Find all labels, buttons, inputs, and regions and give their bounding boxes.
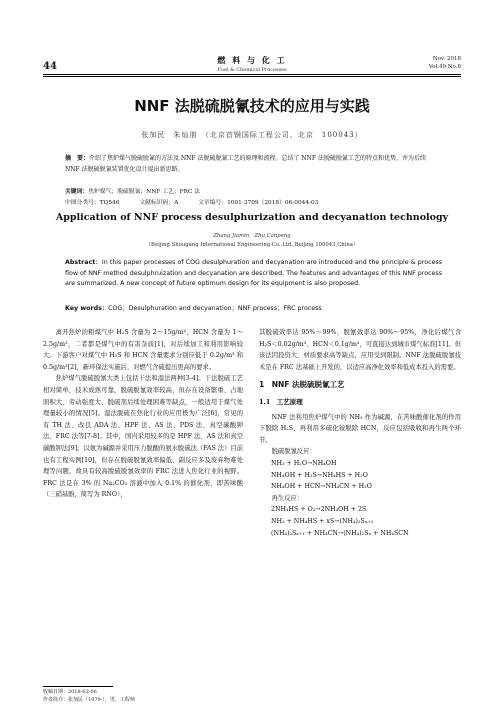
equation: NH₃ + H₂O→NH₄OH (271, 459, 337, 467)
footnote (43, 688, 135, 704)
subsection-heading: 1.1 工艺原理 (259, 397, 303, 406)
keywords-cn-text: 焦炉煤气；脱硫脱氰；NNF 工艺；FRC 法 (88, 189, 201, 195)
paragraph: 焦炉煤气脱硫脱氰大类上包括干法和湿法两种[3-4]。干法脱硫工艺相对简单，技术成熟可靠，脱硫脱氰效率较高，但存在设备繁重、占地面积大、劳动强度大、脱硫剂后续处理困难等缺点，一般适用于煤气处理量较小的情况[5]。湿法脱硫在焦化行业的应用极为广泛[6]，常见的有 TH 法、改良 ADA 法、HPF 法、AS 法、PDS 法、真空碳酸钾法、FRC 法等[7-8]。其中，国内采用较多的是 HPF 法、AS 法和真空碳酸钾法[9]。以氨为碱源并采用压力脱酸的氨水脱硫法（FAS 法）目前也有工程实例[10]，但存在脱硫脱氰效率偏低、副反应多及废弃物难处理等问题，故具有较高脱硫脱氰效率的 FRC 法进入焦化行业的视野。FRC 法是在 3% 的 Na₂CO₃ 溶液中加入 0.1% 的催化剂，即苦味酸（三硝基酚，简写为 RNO）， (43, 375, 243, 499)
affiliation-en: （Beijing Shougang International Engineering Co.,Ltd.,Beijing 100043,China） (145, 242, 359, 248)
paragraph: NNF 法利用焦炉煤气中的 NH₃ 作为碱源，在苦味酸催化剂的作用下脱除 H₂S，再利用多硫化铵脱除 HCN，反应包括吸收和再生两个环节。 (259, 413, 461, 444)
issue-volume: Vol.49 No.6 (428, 64, 461, 70)
issue-info (429, 55, 461, 71)
article-title-cn: NNF 法脱硫脱氰技术的应用与实践 (134, 97, 370, 115)
header-rule (43, 74, 461, 75)
abstract-cn-text: 介绍了焦炉煤气脱硫脱氰的方法及 NNF 法脱硫脱氰工艺的原理和流程。总结了 NNF 法脱硫脱氰工艺的特点和优势，并为后续 NNF 法脱硫脱氰装置优化设计提出新思路。 (65, 155, 426, 173)
equation: NH₃ + NH₄HS + xS→(NH₄)₂Sₓ₊₁ (271, 517, 374, 525)
keywords-en-label: Key words： (65, 305, 109, 312)
abstract-cn (65, 153, 442, 175)
keywords-cn-label: 关键词： (65, 189, 89, 195)
article-title-en: Application of NNF process desulphurization and decyanation technology (55, 212, 449, 223)
document-code: 文献标识码：A (139, 200, 179, 206)
paragraph: 其脱硫效率达 95%～99%，脱氰效率达 90%～95%，净化后煤气含 H₂S＜0.02g/m³、HCN＜0.1g/m³，可直接达到城市煤气标准[11]。但该法因投资大、材质要求高等缺点，应用受到限制。NNF 法脱硫脱氰技术是在 FRC 法基础上开发的，以适应高净化效率和低成本投入的需要。 (259, 329, 461, 371)
clc-number: 中图分类号：TQ546 (65, 200, 120, 206)
journal-name-en: Fuel & Chemical Processes (217, 67, 287, 73)
page-number: 44 (43, 61, 57, 72)
abstract-en-text: In this paper processes of COG desulphuration and decyanation are introduced and the principle & process flow of NNF method desulphruization and decyanation are described. The features and advantages of this NNF process are summarized. A new concept of future optimum design for its equipment is also proposed. (65, 259, 442, 287)
keywords-en-text: COG；Desulphuration and decyanation；NNF process；FRC process (108, 305, 322, 312)
header-rule-thin (43, 76, 461, 77)
received-date: 收稿日期：2018-02-06 (43, 689, 97, 695)
paragraph: 离开焦炉的粗煤气中 H₂S 含量为 2～15g/m³、HCN 含量为 1～2.5g/m³，二者都是煤气中的有害杂质[1]，对后续加工和利用影响较大。下游客户对煤气中 H₂S 和 HCN 含量要求分别应低于 0.2g/m³ 和 0.5g/m³[2]，新环保法实施后，对燃气含硫提出更高的要求。 (43, 329, 243, 371)
reaction-label: 再生反应： (271, 494, 304, 502)
authors-en: Zhang Jiamin Zhu Canpeng (213, 233, 291, 239)
author-bio: 作者简介：张加民（1979-），男，工程师 (43, 697, 135, 703)
reaction-label: 脱硫脱氰反应： (271, 448, 316, 456)
keywords-en (65, 303, 442, 312)
equation: 2NH₄HS + O₂→2NH₄OH + 2S (271, 506, 367, 514)
body-column-left (43, 327, 243, 501)
journal-name-cn: 燃 料 与 化 工 (217, 55, 287, 65)
section-heading: 1 NNF 法脱硫脱氰工艺 (259, 380, 345, 390)
abstract-en (65, 258, 442, 290)
equation: NH₄OH + H₂S→NH₄HS + H₂O (271, 471, 368, 479)
keywords-cn (65, 187, 442, 198)
equation: NH₄OH + HCN→NH₄CN + H₂O (271, 483, 372, 491)
article-meta-cn (65, 187, 442, 209)
body-column-right (259, 327, 461, 539)
equation: (NH₄)₂Sₓ₊₁ + NH₄CN→(NH₄)₂Sₓ + NH₄SCN (271, 529, 409, 537)
authors-cn: 张加民 朱灿朋 （北京首钢国际工程公司，北京 100043） (141, 131, 363, 139)
footnote-rule (43, 686, 113, 687)
abstract-cn-label: 摘 要： (65, 155, 90, 162)
abstract-en-label: Abstract： (65, 259, 102, 266)
article-number: 文章编号：1001-3709（2018）06-0044-03 (198, 200, 319, 206)
issue-date: Nov. 2018 (432, 56, 461, 62)
classification-line (65, 198, 442, 209)
